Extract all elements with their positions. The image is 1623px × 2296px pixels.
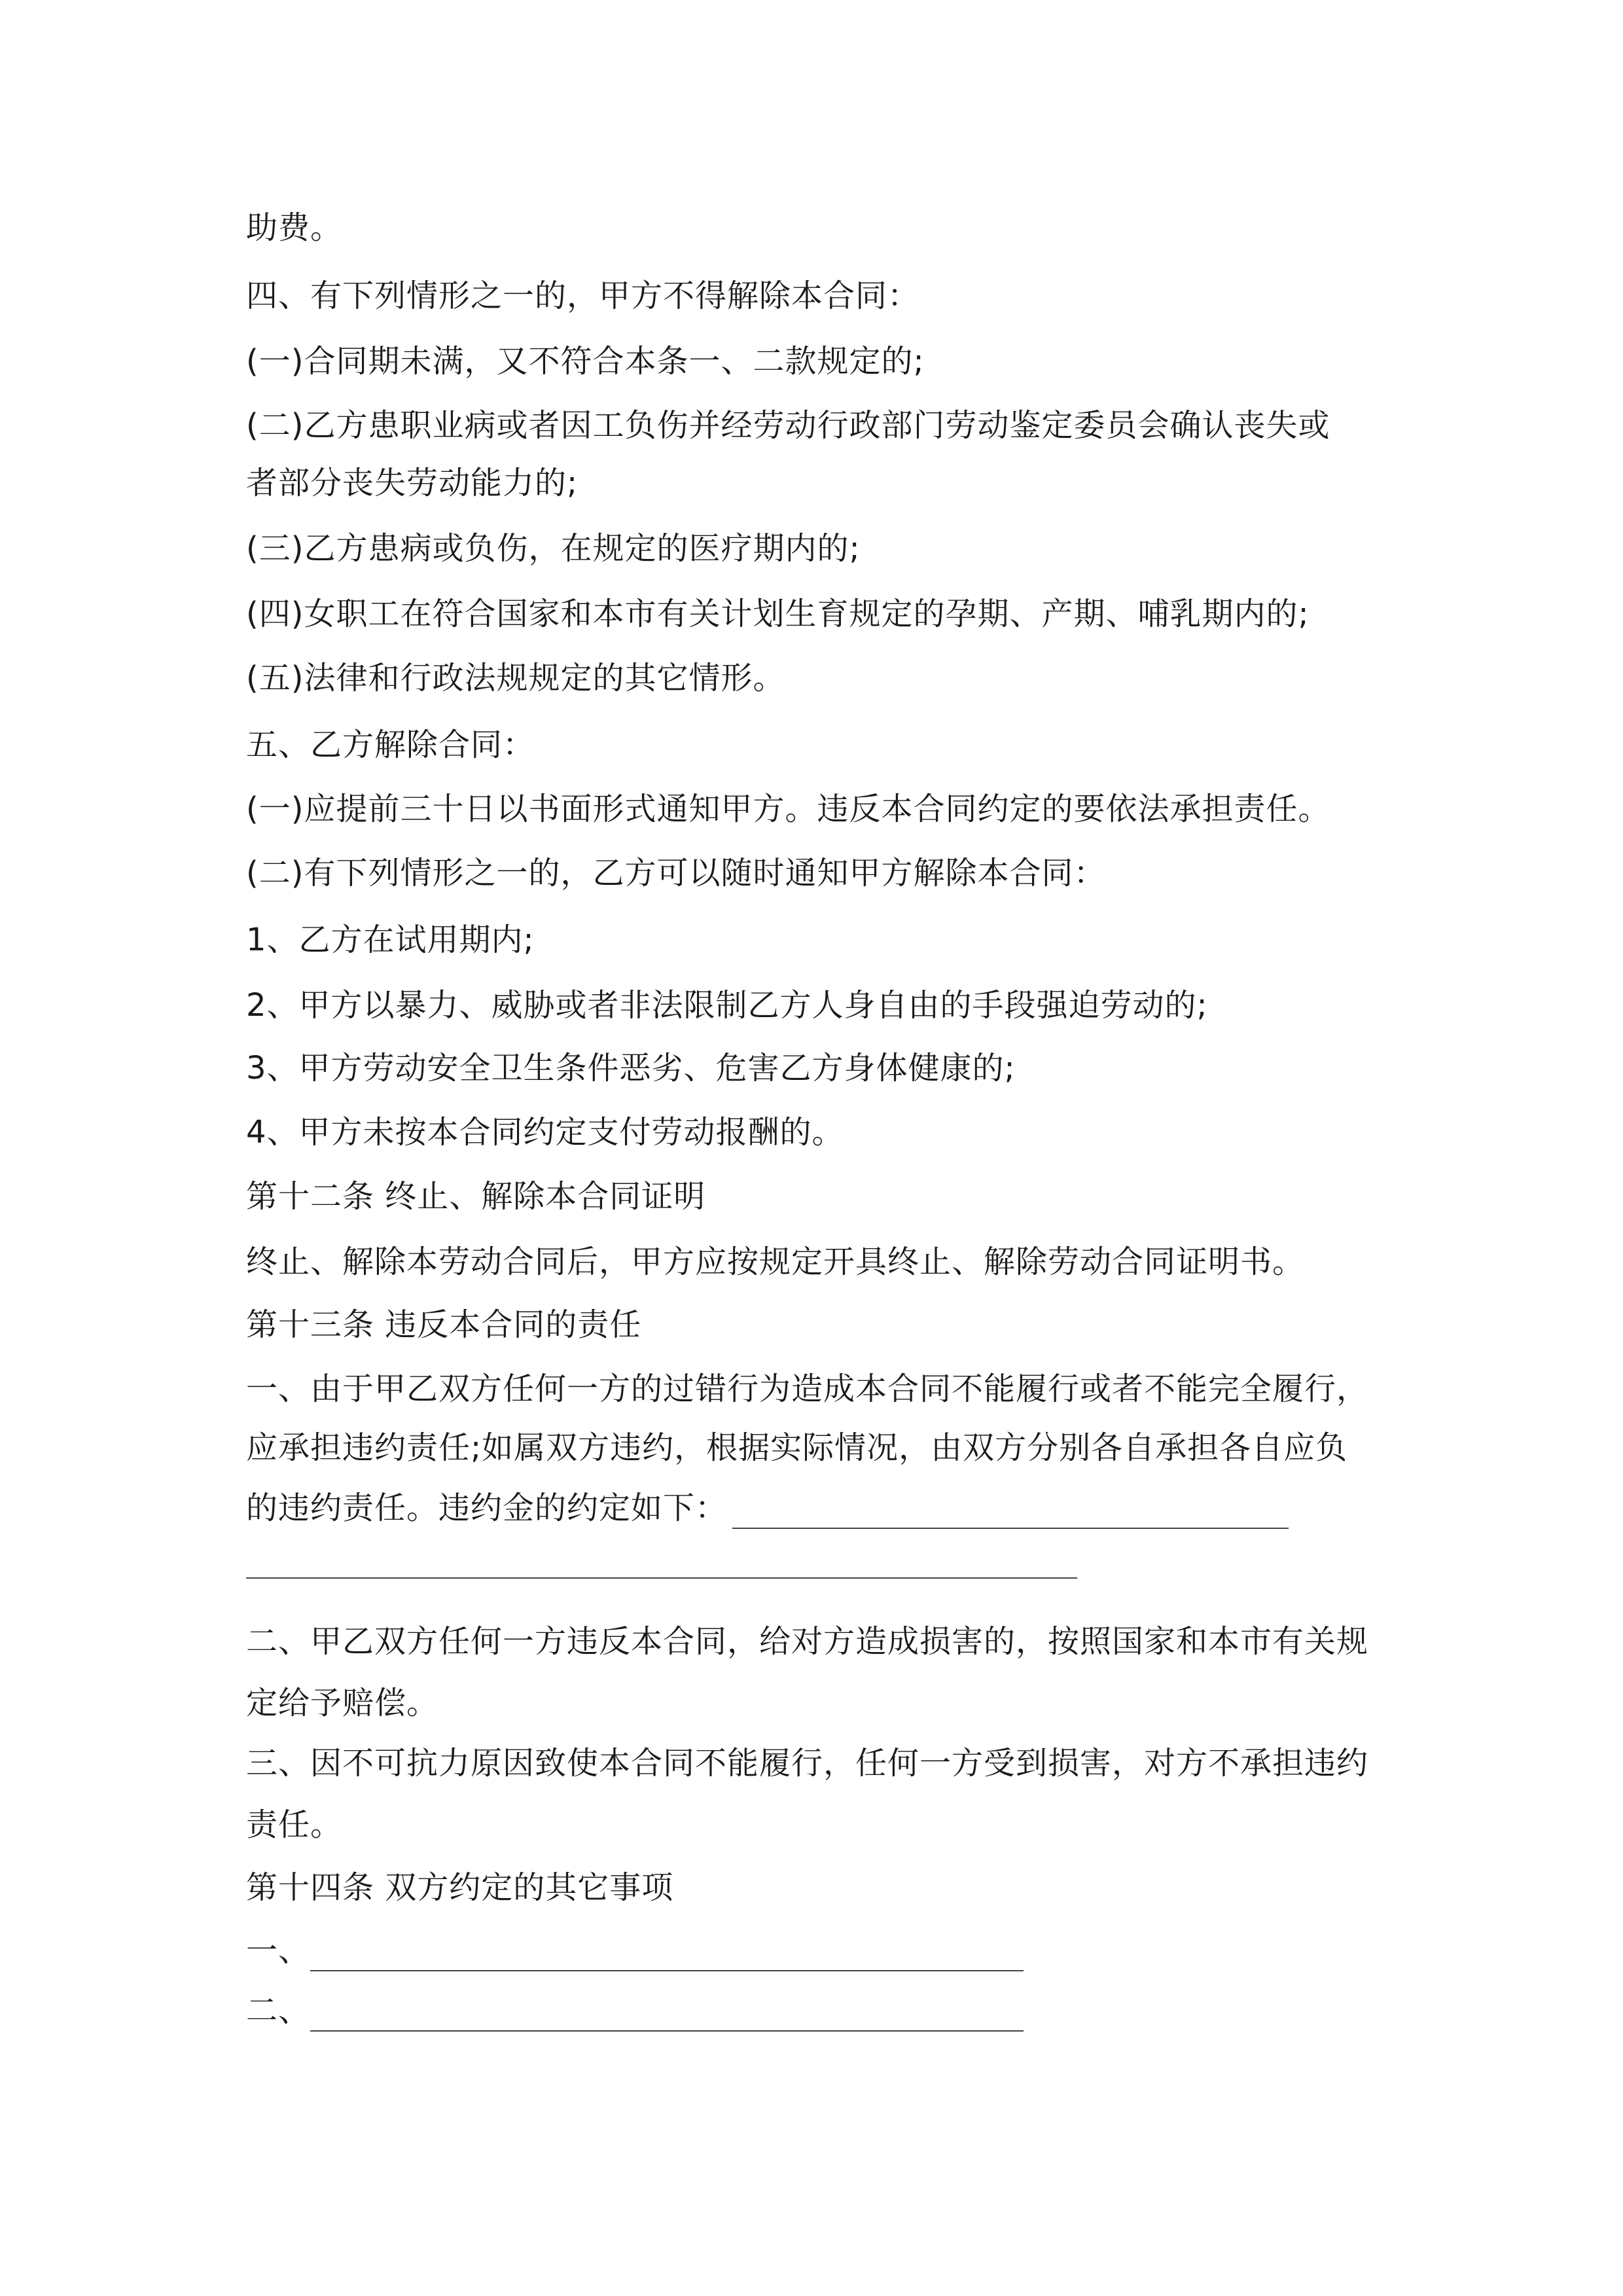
article-14-item-2-label: 二、: [246, 1992, 311, 2029]
penalty-line: [246, 1487, 1289, 1529]
clause-5-sub-2: 2、甲方以暴力、威胁或者非法限制乙方人身自由的手段强迫劳动的;: [246, 987, 1208, 1024]
text-line-fee-end: 助费。: [246, 209, 343, 246]
clause-5-item-2: (二)有下列情形之一的，乙方可以随时通知甲方解除本合同：: [246, 855, 1106, 891]
article-12-heading: 第十二条 终止、解除本合同证明: [246, 1178, 706, 1215]
article-14-item-2: [246, 1990, 1024, 2032]
article-14-item-1-blank[interactable]: [310, 1940, 1024, 1971]
article-14-item-1: [246, 1929, 1024, 1971]
clause-5-sub-3: 3、甲方劳动安全卫生条件恶劣、危害乙方身体健康的;: [246, 1050, 1016, 1086]
article-13-heading: 第十三条 违反本合同的责任: [246, 1306, 642, 1343]
article-13-item-1-cont: 应承担违约责任;如属双方违约，根据实际情况，由双方分别各自承担各自应负: [246, 1429, 1348, 1466]
article-13-item-2: 二、甲乙双方任何一方违反本合同，给对方造成损害的，按照国家和本市有关规: [246, 1623, 1369, 1660]
clause-5-sub-1: 1、乙方在试用期内;: [246, 922, 535, 958]
article-13-item-2-cont: 定给予赔偿。: [246, 1685, 439, 1721]
article-13-item-1: 一、由于甲乙双方任何一方的过错行为造成本合同不能履行或者不能完全履行，: [246, 1371, 1369, 1407]
article-13-item-3-cont: 责任。: [246, 1806, 343, 1843]
clause-4-item-5: (五)法律和行政法规规定的其它情形。: [246, 660, 785, 696]
article-14-item-2-blank[interactable]: [310, 2000, 1024, 2032]
clause-5-heading: 五、乙方解除合同：: [246, 726, 535, 763]
clause-4-heading: 四、有下列情形之一的，甲方不得解除本合同：: [246, 278, 920, 314]
article-13-item-3: 三、因不可抗力原因致使本合同不能履行，任何一方受到损害，对方不承担违约: [246, 1745, 1369, 1782]
clause-4-item-3: (三)乙方患病或负伤，在规定的医疗期内的;: [246, 530, 861, 567]
penalty-label: 的违约责任。违约金的约定如下：: [246, 1490, 728, 1526]
article-12-text: 终止、解除本劳动合同后，甲方应按规定开具终止、解除劳动合同证明书。: [246, 1244, 1305, 1280]
penalty-blank-field[interactable]: [732, 1498, 1289, 1529]
clause-4-item-2: (二)乙方患职业病或者因工负伤并经劳动行政部门劳动鉴定委员会确认丧失或: [246, 407, 1330, 444]
clause-4-item-4: (四)女职工在符合国家和本市有关计划生育规定的孕期、产期、哺乳期内的;: [246, 596, 1310, 632]
clause-4-item-2-cont: 者部分丧失劳动能力的;: [246, 465, 579, 501]
clause-5-item-1: (一)应提前三十日以书面形式通知甲方。违反本合同约定的要依法承担责任。: [246, 791, 1330, 827]
penalty-blank-line-2[interactable]: [246, 1577, 1077, 1579]
article-14-item-1-label: 一、: [246, 1932, 311, 1969]
article-14-heading: 第十四条 双方约定的其它事项: [246, 1869, 674, 1906]
clause-4-item-1: (一)合同期未满，又不符合本条一、二款规定的;: [246, 343, 925, 380]
clause-5-sub-4: 4、甲方未按本合同约定支付劳动报酬的。: [246, 1114, 844, 1151]
